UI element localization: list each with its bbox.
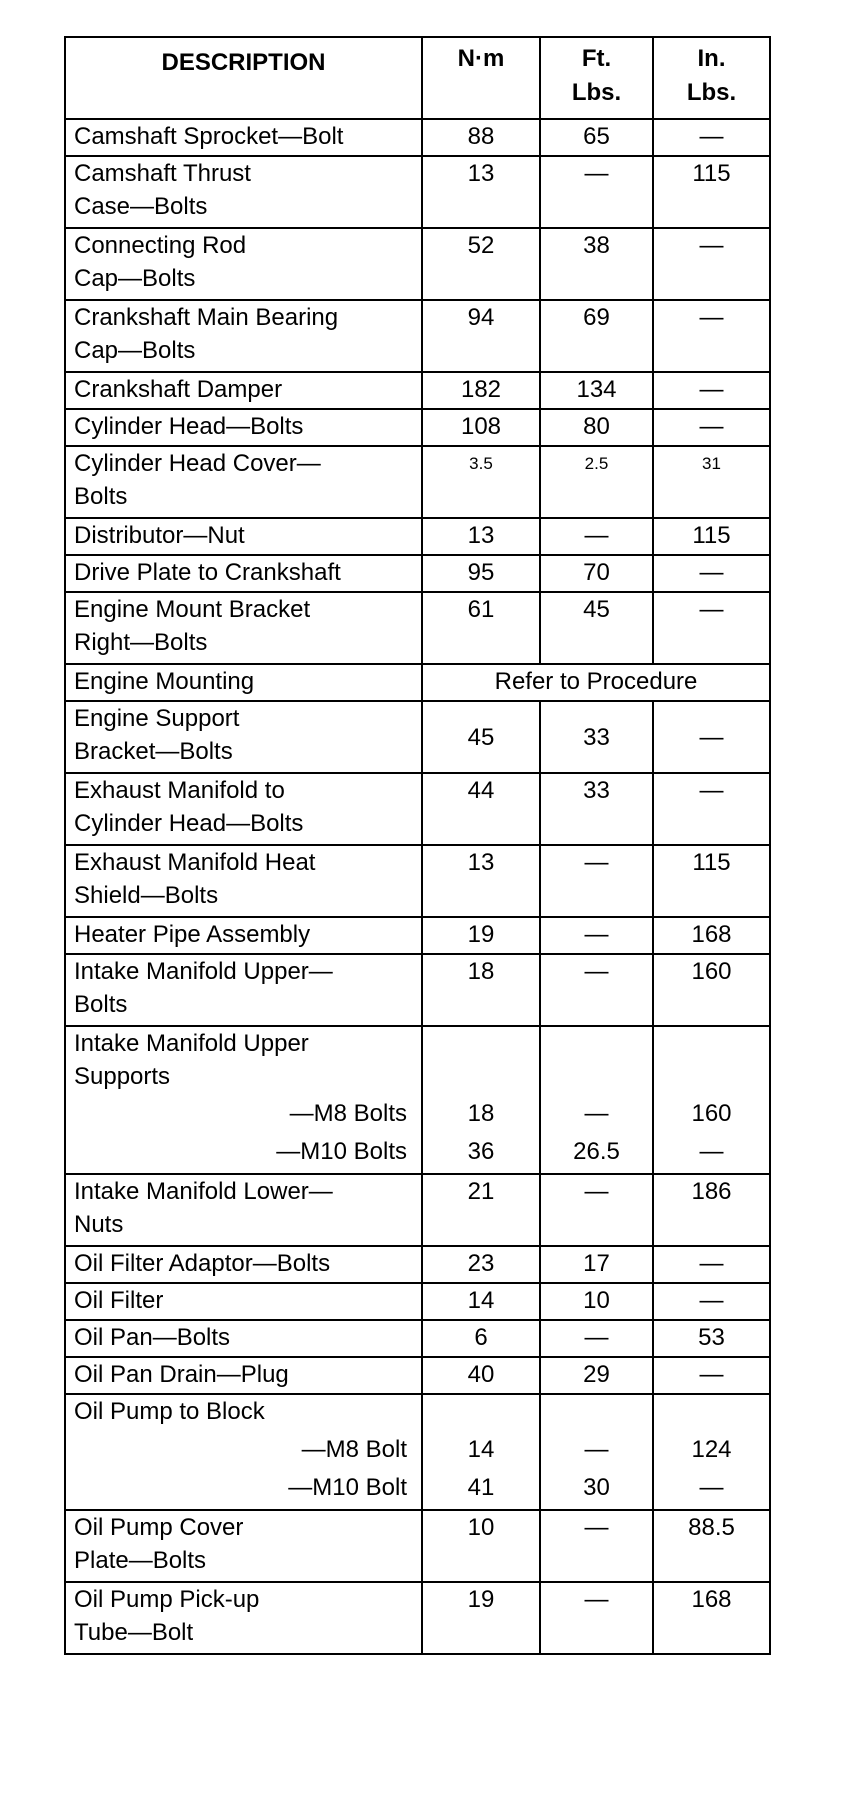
table-row: [65, 1283, 770, 1320]
row-nm: 95: [422, 555, 540, 592]
row-ft-lbs: —: [540, 917, 653, 954]
row-in-lbs: 115: [653, 156, 770, 228]
row-in-lbs: —: [653, 119, 770, 156]
table-row: [65, 1582, 770, 1654]
row-ft-lbs: 30: [540, 1471, 653, 1510]
row-in-lbs: 168: [653, 917, 770, 954]
row-in-lbs: —: [653, 1471, 770, 1510]
row-description: Crankshaft Main Bearing Cap—Bolts: [65, 300, 422, 372]
row-nm: 52: [422, 228, 540, 300]
row-nm: 88: [422, 119, 540, 156]
header-in-lbs: In. Lbs.: [653, 37, 770, 119]
row-nm: 23: [422, 1246, 540, 1283]
row-nm: 36: [422, 1135, 540, 1174]
row-nm: 19: [422, 1582, 540, 1654]
row-in-lbs: —: [653, 372, 770, 409]
row-description: Connecting Rod Cap—Bolts: [65, 228, 422, 300]
row-ft-lbs: 80: [540, 409, 653, 446]
row-ft-lbs: —: [540, 1320, 653, 1357]
row-description: Intake Manifold Upper— Bolts: [65, 954, 422, 1026]
row-in-lbs: 115: [653, 518, 770, 555]
row-ft-lbs: —: [540, 1174, 653, 1246]
row-in-lbs: 168: [653, 1582, 770, 1654]
torque-spec-table: [64, 36, 771, 1655]
row-nm: 13: [422, 518, 540, 555]
table-row: [65, 954, 770, 1026]
table-row-group-header: [65, 1394, 770, 1433]
row-in-lbs: 186: [653, 1174, 770, 1246]
header-nm: N·m: [422, 37, 540, 119]
row-nm: 94: [422, 300, 540, 372]
table-row: [65, 1320, 770, 1357]
row-ft-lbs: 38: [540, 228, 653, 300]
row-ft-lbs: 45: [540, 592, 653, 664]
row-sub-label: —M8 Bolt: [65, 1433, 422, 1471]
row-in-lbs: 115: [653, 845, 770, 917]
row-ft-lbs: 65: [540, 119, 653, 156]
table-row-sub: [65, 1433, 770, 1471]
row-description: Crankshaft Damper: [65, 372, 422, 409]
row-description: Oil Filter Adaptor—Bolts: [65, 1246, 422, 1283]
table-row: [65, 1510, 770, 1582]
row-ft-lbs: —: [540, 1097, 653, 1135]
table-row: [65, 1246, 770, 1283]
row-nm: 108: [422, 409, 540, 446]
row-ft-lbs: 70: [540, 555, 653, 592]
row-nm: 13: [422, 156, 540, 228]
row-in-lbs: —: [653, 1135, 770, 1174]
row-in-lbs: —: [653, 1283, 770, 1320]
table-row-group-header: [65, 1026, 770, 1097]
row-description: Heater Pipe Assembly: [65, 917, 422, 954]
row-description: Camshaft Thrust Case—Bolts: [65, 156, 422, 228]
header-ft-lbs: Ft. Lbs.: [540, 37, 653, 119]
row-nm: 18: [422, 954, 540, 1026]
table-row: [65, 156, 770, 228]
row-nm: 3.5: [422, 446, 540, 518]
row-in-lbs: 124: [653, 1433, 770, 1471]
header-description: DESCRIPTION: [65, 37, 422, 119]
row-nm: 19: [422, 917, 540, 954]
table-row: [65, 119, 770, 156]
row-ft-lbs: 2.5: [540, 446, 653, 518]
row-nm: 13: [422, 845, 540, 917]
row-ft-lbs: 10: [540, 1283, 653, 1320]
row-in-lbs: 31: [653, 446, 770, 518]
row-in-lbs: —: [653, 1246, 770, 1283]
row-nm: 45: [422, 701, 540, 773]
row-in-lbs: 160: [653, 1097, 770, 1135]
table-row: [65, 555, 770, 592]
row-sub-label: —M8 Bolts: [65, 1097, 422, 1135]
table-row-sub: [65, 1135, 770, 1174]
row-nm: 44: [422, 773, 540, 845]
row-ft-lbs: —: [540, 845, 653, 917]
row-ft-lbs: —: [540, 518, 653, 555]
table-row: [65, 228, 770, 300]
row-description: Exhaust Manifold to Cylinder Head—Bolts: [65, 773, 422, 845]
row-nm: 61: [422, 592, 540, 664]
table-row: [65, 701, 770, 773]
row-in-lbs: —: [653, 701, 770, 773]
row-ft-lbs: 33: [540, 701, 653, 773]
header-row: [65, 37, 770, 119]
table-row: [65, 773, 770, 845]
row-description: Cylinder Head Cover— Bolts: [65, 446, 422, 518]
row-description: Oil Filter: [65, 1283, 422, 1320]
row-description: Exhaust Manifold Heat Shield—Bolts: [65, 845, 422, 917]
row-nm: 40: [422, 1357, 540, 1394]
row-in-lbs: 160: [653, 954, 770, 1026]
row-description: Engine Support Bracket—Bolts: [65, 701, 422, 773]
row-ft-lbs: —: [540, 954, 653, 1026]
row-in-lbs: 53: [653, 1320, 770, 1357]
table-row: [65, 409, 770, 446]
row-nm: 14: [422, 1283, 540, 1320]
row-ft-lbs: —: [540, 1582, 653, 1654]
row-nm: 14: [422, 1433, 540, 1471]
row-description: Camshaft Sprocket—Bolt: [65, 119, 422, 156]
row-description: Oil Pump Cover Plate—Bolts: [65, 1510, 422, 1582]
row-nm: 18: [422, 1097, 540, 1135]
row-in-lbs: 88.5: [653, 1510, 770, 1582]
row-description: Drive Plate to Crankshaft: [65, 555, 422, 592]
row-description: Distributor—Nut: [65, 518, 422, 555]
row-ft-lbs: —: [540, 1510, 653, 1582]
table-row: [65, 917, 770, 954]
row-description: Oil Pan—Bolts: [65, 1320, 422, 1357]
row-span-note: Refer to Procedure: [422, 664, 770, 701]
row-ft-lbs: 17: [540, 1246, 653, 1283]
row-description: Oil Pan Drain—Plug: [65, 1357, 422, 1394]
table-row: [65, 446, 770, 518]
row-in-lbs: —: [653, 409, 770, 446]
row-in-lbs: —: [653, 773, 770, 845]
row-nm: 182: [422, 372, 540, 409]
row-description: Oil Pump Pick-up Tube—Bolt: [65, 1582, 422, 1654]
row-description: Intake Manifold Upper Supports: [65, 1026, 422, 1097]
row-ft-lbs: 29: [540, 1357, 653, 1394]
row-ft-lbs: 69: [540, 300, 653, 372]
row-description: Intake Manifold Lower— Nuts: [65, 1174, 422, 1246]
row-description: Oil Pump to Block: [65, 1394, 422, 1433]
row-description: Cylinder Head—Bolts: [65, 409, 422, 446]
row-in-lbs: —: [653, 592, 770, 664]
row-ft-lbs: 26.5: [540, 1135, 653, 1174]
row-description: Engine Mount Bracket Right—Bolts: [65, 592, 422, 664]
row-ft-lbs: —: [540, 1433, 653, 1471]
row-in-lbs: —: [653, 1357, 770, 1394]
row-ft-lbs: —: [540, 156, 653, 228]
row-in-lbs: —: [653, 555, 770, 592]
table-row-sub: [65, 1097, 770, 1135]
row-in-lbs: —: [653, 300, 770, 372]
row-sub-label: —M10 Bolt: [65, 1471, 422, 1510]
row-nm: 6: [422, 1320, 540, 1357]
table-row: [65, 518, 770, 555]
row-in-lbs: —: [653, 228, 770, 300]
table-row: [65, 592, 770, 664]
row-nm: 41: [422, 1471, 540, 1510]
row-ft-lbs: 134: [540, 372, 653, 409]
row-description: Engine Mounting: [65, 664, 422, 701]
table-row: [65, 1174, 770, 1246]
table-row: [65, 300, 770, 372]
table-row: [65, 372, 770, 409]
row-ft-lbs: 33: [540, 773, 653, 845]
row-sub-label: —M10 Bolts: [65, 1135, 422, 1174]
table-row: [65, 845, 770, 917]
row-nm: 21: [422, 1174, 540, 1246]
table-row: [65, 664, 770, 701]
table-row-sub: [65, 1471, 770, 1510]
table-row: [65, 1357, 770, 1394]
row-nm: 10: [422, 1510, 540, 1582]
